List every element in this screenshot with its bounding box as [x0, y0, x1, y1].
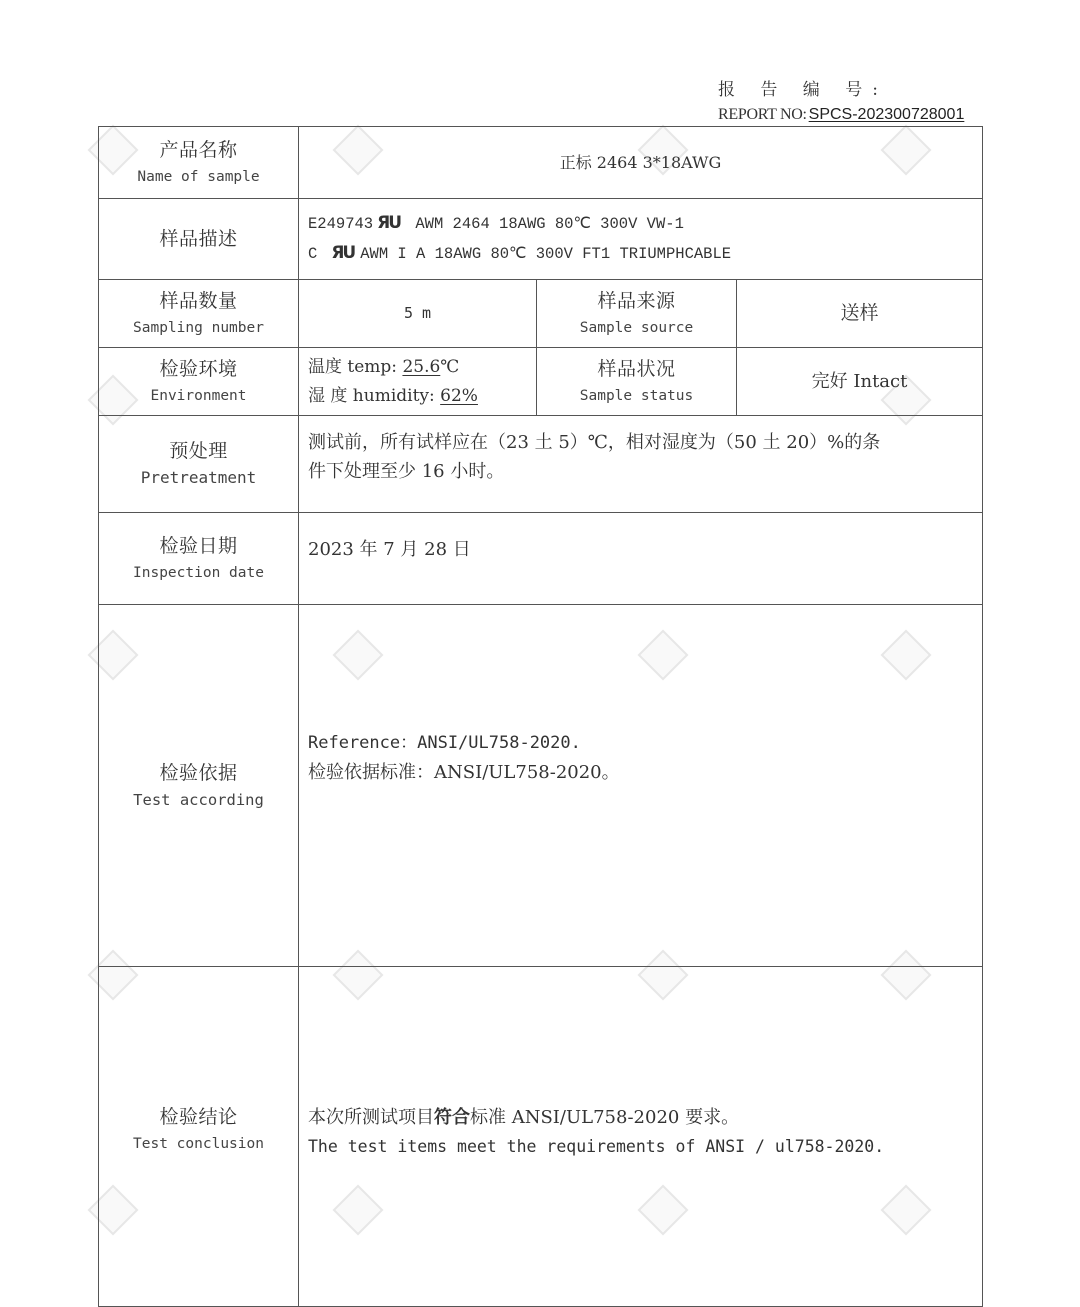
- label-en: Name of sample: [137, 168, 260, 185]
- canada-prefix: C: [308, 245, 318, 263]
- environment-value: [299, 348, 537, 416]
- row-sample-description: [99, 199, 983, 280]
- label-en: Test conclusion: [133, 1136, 264, 1152]
- pretreatment-line1: 测试前，所有试样应在（23 土 5）℃，相对湿度为（50 土 20）%的条: [308, 432, 881, 453]
- label-cn: 预处理: [169, 440, 228, 462]
- label-en: Sample source: [579, 319, 694, 336]
- conclusion-english: The test items meet the requirements of ANSI / ul758-2020.: [308, 1137, 885, 1156]
- row-environment: [99, 348, 983, 416]
- pretreatment-value: [299, 416, 983, 513]
- description-line1: AWM 2464 18AWG 80℃ 300V VW-1: [415, 215, 684, 233]
- test-conclusion-label: [99, 967, 299, 1307]
- environment-label: [99, 348, 299, 416]
- inspection-date-text: 2023 年 7 月 28 日: [308, 539, 471, 560]
- ul-recognized-mark-icon: ЯU: [377, 213, 401, 233]
- reference-line: Reference：ANSI/UL758-2020.: [308, 733, 581, 753]
- conclusion-text-pre: 本次所测试项目: [308, 1107, 434, 1128]
- sample-status-text: 完好 Intact: [811, 370, 908, 392]
- description-line2: AWM I A 18AWG 80℃ 300V FT1 TRIUMPHCABLE: [360, 245, 732, 263]
- sample-source-text: 送样: [840, 301, 879, 324]
- sample-name-label: [99, 127, 299, 199]
- inspection-date-label: [99, 513, 299, 605]
- report-number-label-cn: 报 告 编 号:: [718, 80, 888, 100]
- report-number-label-en: REPORT NO:: [718, 106, 807, 123]
- report-number: SPCS-202300728001: [808, 106, 965, 123]
- sample-description-label: [99, 199, 299, 280]
- test-according-label: [99, 605, 299, 967]
- label-en: Sampling number: [133, 319, 264, 336]
- sampling-number-text: 5 m: [403, 304, 432, 322]
- sample-status-label: [537, 348, 737, 416]
- label-cn: 样品数量: [159, 289, 238, 312]
- label-cn: 样品状况: [597, 357, 676, 380]
- conclusion-verdict: 符合: [434, 1107, 470, 1128]
- sampling-number-label: [99, 280, 299, 348]
- pretreatment-label: [99, 416, 299, 513]
- report-table: [98, 126, 983, 1307]
- row-inspection-date: [99, 513, 983, 605]
- standard-line: 检验依据标准：ANSI/UL758-2020。: [308, 762, 620, 783]
- file-number: E249743: [308, 215, 374, 233]
- label-en: Sample status: [579, 387, 694, 404]
- conclusion-text-post: 标准 ANSI/UL758-2020 要求。: [470, 1107, 740, 1128]
- test-according-value: [299, 605, 983, 967]
- label-cn: 检验依据: [159, 761, 238, 784]
- temperature-unit: ℃: [440, 356, 460, 377]
- row-test-conclusion: [99, 967, 983, 1307]
- label-en: Test according: [133, 790, 264, 809]
- label-en: Environment: [150, 387, 247, 404]
- test-conclusion-value: [299, 967, 983, 1307]
- sample-description-value: [299, 199, 983, 280]
- sampling-number-value: [299, 280, 537, 348]
- humidity-value: 62%: [440, 385, 478, 406]
- inspection-date-value: [299, 513, 983, 605]
- label-cn: 产品名称: [159, 138, 238, 161]
- label-en: Inspection date: [133, 564, 264, 581]
- temperature-value: 25.6: [402, 356, 441, 377]
- sample-name-value: [299, 127, 983, 199]
- row-pretreatment: [99, 416, 983, 513]
- label-cn: 样品描述: [159, 228, 238, 250]
- sample-source-value: [737, 280, 983, 348]
- pretreatment-line2: 件下处理至少 16 小时。: [308, 461, 505, 482]
- sample-name-text: 正标 2464 3*18AWG: [559, 152, 722, 172]
- label-cn: 样品来源: [597, 289, 676, 312]
- sample-source-label: [537, 280, 737, 348]
- label-cn: 检验结论: [159, 1106, 238, 1128]
- report-header: [718, 78, 964, 127]
- label-en: Pretreatment: [140, 468, 257, 487]
- humidity-label: 湿 度 humidity:: [308, 385, 435, 406]
- row-sample-name: [99, 127, 983, 199]
- row-test-according: [99, 605, 983, 967]
- temperature-label: 温度 temp:: [308, 356, 398, 377]
- sample-status-value: [737, 348, 983, 416]
- label-cn: 检验日期: [159, 534, 238, 557]
- label-cn: 检验环境: [159, 357, 238, 380]
- row-sampling: [99, 280, 983, 348]
- cul-recognized-mark-icon: ЯU: [331, 243, 355, 263]
